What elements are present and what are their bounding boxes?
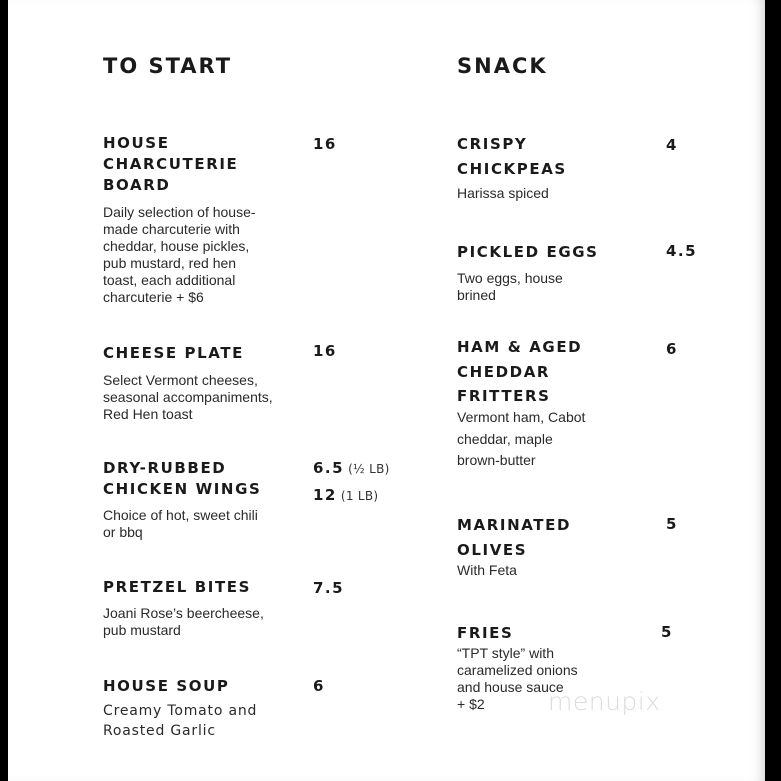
item-name-dry-rubbed-chicken-wings: DRY-RUBBED CHICKEN WINGS xyxy=(103,459,262,498)
item-price-chicken-wings-one-lb xyxy=(313,485,378,507)
item-desc-marinated-olives: With Feta xyxy=(457,562,517,578)
item-name-pickled-eggs: PICKLED EGGS xyxy=(457,243,599,261)
item-name-marinated-olives: MARINATED OLIVES xyxy=(457,516,571,559)
item-price-fries: 5 xyxy=(661,623,673,641)
price-unit: (1 LB) xyxy=(340,489,379,503)
item-price-ham-aged-cheddar-fritters: 6 xyxy=(666,340,678,358)
item-name-house-soup: HOUSE SOUP xyxy=(103,677,230,695)
item-price-pickled-eggs: 4.5 xyxy=(666,242,698,260)
item-desc-house-charcuterie-board: Daily selection of house- made charcuterie with cheddar, house pickles, pub mustard, red hen toast, each additional charcuterie + $6 xyxy=(103,204,256,305)
item-name-cheese-plate: CHEESE PLATE xyxy=(103,344,245,362)
item-price-chicken-wings-half-lb xyxy=(313,458,390,480)
item-desc-house-soup: Creamy Tomato and Roasted Garlic xyxy=(103,703,258,739)
item-name-house-charcuterie-board: HOUSE CHARCUTERIE BOARD xyxy=(103,134,239,194)
item-name-crispy-chickpeas: CRISPY CHICKPEAS xyxy=(457,135,567,178)
item-name-fries: FRIES xyxy=(457,624,514,642)
item-price-crispy-chickpeas: 4 xyxy=(666,136,678,154)
item-name-ham-aged-cheddar-fritters: HAM & AGED CHEDDAR FRITTERS xyxy=(457,338,583,405)
item-desc-pickled-eggs: Two eggs, house brined xyxy=(457,270,563,303)
item-name-pretzel-bites: PRETZEL BITES xyxy=(103,578,252,596)
price-value: 12 xyxy=(313,486,337,504)
price-value: 6.5 xyxy=(313,459,345,477)
item-price-house-soup: 6 xyxy=(313,677,325,695)
menu-page xyxy=(8,0,765,781)
item-desc-dry-rubbed-chicken-wings: Choice of hot, sweet chili or bbq xyxy=(103,507,258,540)
price-unit: (½ LB) xyxy=(348,462,390,476)
item-desc-fries: “TPT style” with caramelized onions and house sauce + $2 xyxy=(457,645,578,712)
item-price-house-charcuterie-board: 16 xyxy=(313,135,337,153)
item-price-pretzel-bites: 7.5 xyxy=(313,579,345,597)
item-price-marinated-olives: 5 xyxy=(666,515,678,533)
item-desc-ham-aged-cheddar-fritters: Vermont ham, Cabot cheddar, maple brown-butter xyxy=(457,409,586,468)
item-desc-cheese-plate: Select Vermont cheeses, seasonal accompaniments, Red Hen toast xyxy=(103,372,273,422)
menupix-watermark: menupix xyxy=(548,687,661,716)
to-start-heading: TO START xyxy=(103,54,233,78)
item-price-cheese-plate: 16 xyxy=(313,342,337,360)
snack-heading: SNACK xyxy=(457,54,548,78)
item-desc-pretzel-bites: Joani Rose’s beercheese, pub mustard xyxy=(103,605,264,638)
item-desc-crispy-chickpeas: Harissa spiced xyxy=(457,185,549,201)
